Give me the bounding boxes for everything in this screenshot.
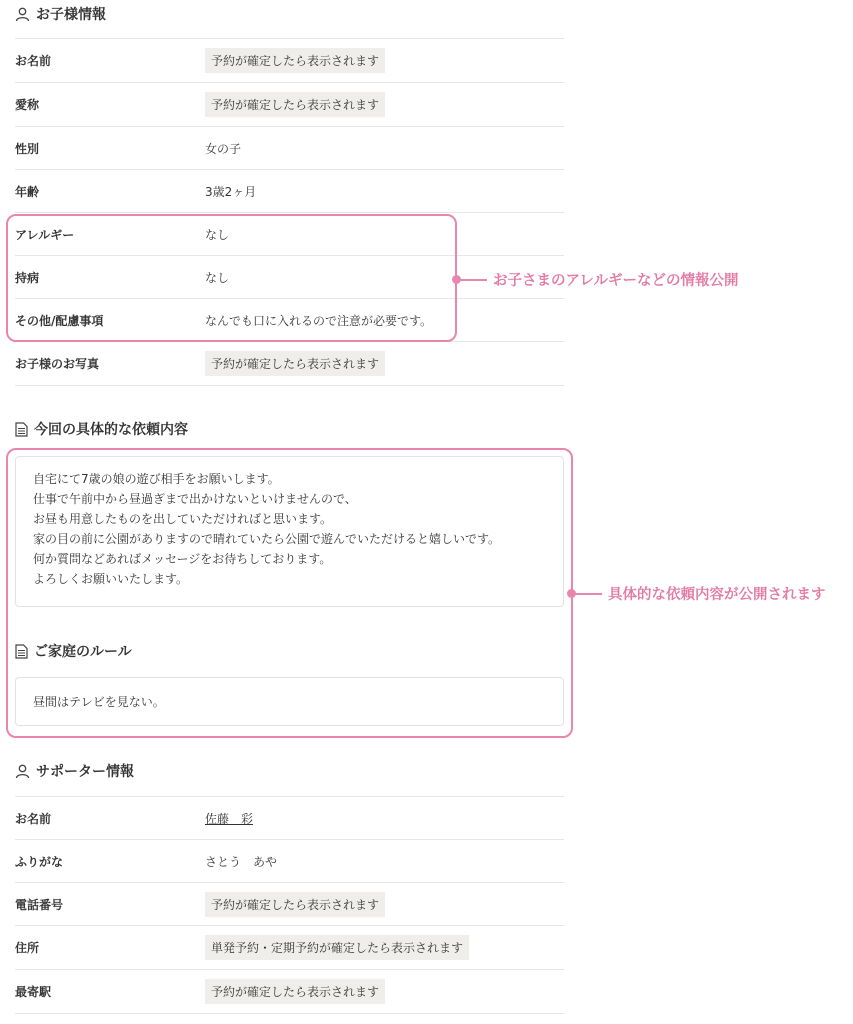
hidden-value-badge: 予約が確定したら表示されます <box>205 979 385 1004</box>
child-row-gender <box>15 126 564 169</box>
row-label: 最寄駅 <box>15 985 52 999</box>
hidden-value-badge: 単発予約・定期予約が確定したら表示されます <box>205 935 469 960</box>
request-line: お昼も用意したものを出していただければと思います。 <box>33 512 333 526</box>
hidden-value-badge: 予約が確定したら表示されます <box>205 351 385 376</box>
child-info-title <box>15 3 106 25</box>
row-value: 女の子 <box>205 141 242 156</box>
request-annotation: 具体的な依頼内容が公開されます <box>608 587 826 603</box>
supporter-row-station <box>15 969 564 1014</box>
row-label: 持病 <box>15 270 40 285</box>
allergy-annotation: お子さまのアレルギーなどの情報公開 <box>493 273 739 289</box>
child-info-title-text: お子様情報 <box>36 7 106 23</box>
request-title <box>15 418 188 440</box>
allergy-connector-line <box>457 279 487 281</box>
supporter-info-table <box>15 796 564 1014</box>
request-line: 自宅にて7歳の娘の遊び相手をお願いします。 <box>33 472 280 486</box>
supporter-name-link[interactable]: 佐藤 彩 <box>205 811 254 826</box>
hidden-value-badge: 予約が確定したら表示されます <box>205 92 385 117</box>
row-label: 愛称 <box>15 98 40 112</box>
supporter-row-phone <box>15 882 564 925</box>
hidden-value-badge: 予約が確定したら表示されます <box>205 892 385 917</box>
row-label: 年齢 <box>15 184 40 199</box>
supporter-title <box>15 760 134 782</box>
child-row-nickname <box>15 82 564 126</box>
row-label: お名前 <box>15 54 52 68</box>
rules-text: 昼間はテレビを見ない。 <box>33 695 165 709</box>
supporter-row-name <box>15 796 564 839</box>
person-icon <box>15 764 30 779</box>
request-line: 家の目の前に公園がありますので晴れていたら公園で遊んでいただけると嬉しいです。 <box>33 532 501 546</box>
request-title-text: 今回の具体的な依頼内容 <box>34 422 188 438</box>
row-label: その他/配慮事項 <box>15 313 104 328</box>
document-icon <box>15 422 28 437</box>
person-icon <box>15 7 30 22</box>
row-label: 性別 <box>15 141 40 156</box>
supporter-row-furigana <box>15 839 564 882</box>
row-label: アレルギー <box>15 227 75 242</box>
row-label: ふりがな <box>15 854 64 869</box>
row-value: さとう あや <box>205 854 278 869</box>
row-label: お名前 <box>15 811 52 826</box>
child-row-age <box>15 169 564 212</box>
child-row-photo <box>15 341 564 386</box>
hidden-value-badge: 予約が確定したら表示されます <box>205 48 385 73</box>
supporter-row-address <box>15 925 564 969</box>
row-label: お子様のお写真 <box>15 357 100 371</box>
row-label: 住所 <box>15 941 40 955</box>
allergy-highlight-box <box>6 214 457 342</box>
supporter-title-text: サポーター情報 <box>36 764 134 780</box>
row-value: なし <box>205 227 230 242</box>
request-line: 仕事で午前中から昼過ぎまで出かけないといけませんので、 <box>33 492 357 506</box>
request-line: よろしくお願いいたします。 <box>33 572 189 586</box>
request-line: 何か質問などあればメッセージをお待ちしております。 <box>33 552 332 566</box>
row-value: なし <box>205 270 230 285</box>
rules-title-text: ご家庭のルール <box>34 644 132 660</box>
row-value: なんでも口に入れるので注意が必要です。 <box>205 313 433 328</box>
row-value: 3歳2ヶ月 <box>205 184 257 199</box>
request-highlight-box <box>6 448 573 738</box>
request-connector-line <box>572 593 602 595</box>
child-row-name <box>15 38 564 82</box>
row-label: 電話番号 <box>15 897 64 912</box>
